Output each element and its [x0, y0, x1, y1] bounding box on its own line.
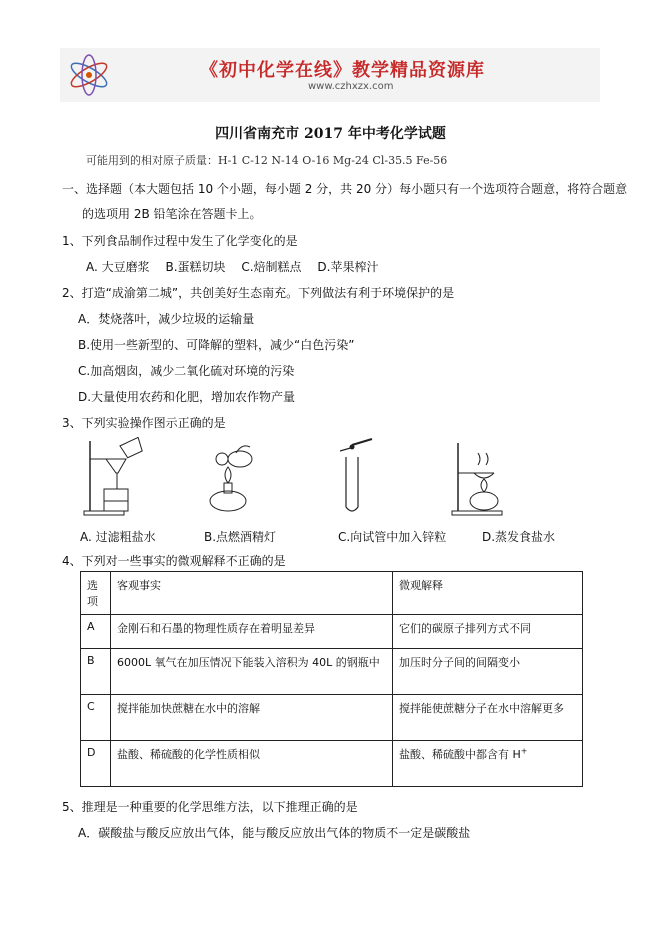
section-heading: 一、选择题（本大题包括 10 个小题，每小题 2 分，共 20 分）每小题只有一个选项符合题意，将符合题意: [62, 182, 628, 196]
row-option: D: [81, 741, 111, 787]
header-fact: 客观事实: [111, 572, 393, 615]
option-b[interactable]: B.使用一些新型的、可降解的塑料，减少“白色污染”: [78, 338, 355, 352]
question-3-stem: 3、下列实验操作图示正确的是: [62, 416, 226, 430]
caption-c[interactable]: C.向试管中加入锌粒: [338, 530, 447, 544]
filtration-apparatus-figure: [82, 437, 152, 517]
table-row[interactable]: [81, 695, 583, 741]
row-explanation: [393, 741, 583, 787]
option-c[interactable]: C.焙制糕点: [241, 260, 302, 274]
ion-charge: +: [520, 746, 528, 756]
option-b[interactable]: B.蛋糕切块: [165, 260, 226, 274]
header-option: 选项: [81, 572, 111, 615]
row-option: B: [81, 649, 111, 695]
banner-title: 《初中化学在线》教学精品资源库: [200, 60, 485, 81]
section-instruction: 的选项用 2B 铅笔涂在答题卡上。: [82, 207, 262, 221]
row-explanation: 加压时分子间的间隔变小: [393, 649, 583, 695]
atomic-masses-note: 可能用到的相对原子质量：H-1 C-12 N-14 O-16 Mg-24 Cl-35.5 Fe-56: [86, 154, 448, 167]
header-explanation: 微观解释: [393, 572, 583, 615]
table-row[interactable]: [81, 741, 583, 787]
caption-a[interactable]: A. 过滤粗盐水: [80, 530, 156, 544]
table-row[interactable]: [81, 615, 583, 649]
atom-logo-icon: [66, 52, 112, 98]
row-fact: 金刚石和石墨的物理性质存在着明显差异: [111, 615, 393, 649]
row-option: A: [81, 615, 111, 649]
alcohol-lamp-figure: [200, 437, 270, 517]
caption-b[interactable]: B.点燃酒精灯: [204, 530, 277, 544]
row-option: C: [81, 695, 111, 741]
row-explanation: 它们的碳原子排列方式不同: [393, 615, 583, 649]
option-a[interactable]: A. 大豆磨浆: [86, 260, 150, 274]
option-a[interactable]: A．碳酸盐与酸反应放出气体，能与酸反应放出气体的物质不一定是碳酸盐: [78, 826, 471, 840]
evaporation-figure: [450, 437, 520, 517]
table-header-row: [81, 572, 583, 615]
question-1-options: [86, 258, 390, 275]
question-2-stem: 2、打造“成渝第二城”，共创美好生态南充。下列做法有利于环境保护的是: [62, 286, 455, 300]
page-title: 四川省南充市 2017 年中考化学试题: [215, 126, 446, 142]
question-4-stem: 4、下列对一些事实的微观解释不正确的是: [62, 554, 286, 568]
header-banner: [60, 48, 600, 102]
option-c[interactable]: C.加高烟囱，减少二氧化硫对环境的污染: [78, 364, 295, 378]
option-d[interactable]: D.大量使用农药和化肥，增加农作物产量: [78, 390, 296, 404]
test-tube-figure: [330, 437, 390, 517]
row-fact: 搅拌能加快蔗糖在水中的溶解: [111, 695, 393, 741]
facts-table: [80, 571, 583, 787]
caption-d[interactable]: D.蒸发食盐水: [482, 530, 556, 544]
banner-url[interactable]: www.czhxzx.com: [308, 81, 394, 92]
row-fact: 6000L 氧气在加压情况下能装入溶积为 40L 的钢瓶中: [111, 649, 393, 695]
row-fact: 盐酸、稀硫酸的化学性质相似: [111, 741, 393, 787]
question-1-stem: 1、下列食品制作过程中发生了化学变化的是: [62, 234, 298, 248]
row-explanation: 搅拌能使蔗糖分子在水中溶解更多: [393, 695, 583, 741]
explanation-text: 盐酸、稀硫酸中都含有 H: [399, 748, 521, 761]
table-row[interactable]: [81, 649, 583, 695]
option-a[interactable]: A．焚烧落叶，减少垃圾的运输量: [78, 312, 255, 326]
question-5-stem: 5、推理是一种重要的化学思维方法，以下推理正确的是: [62, 800, 358, 814]
option-d[interactable]: D.苹果榨汁: [317, 260, 379, 274]
